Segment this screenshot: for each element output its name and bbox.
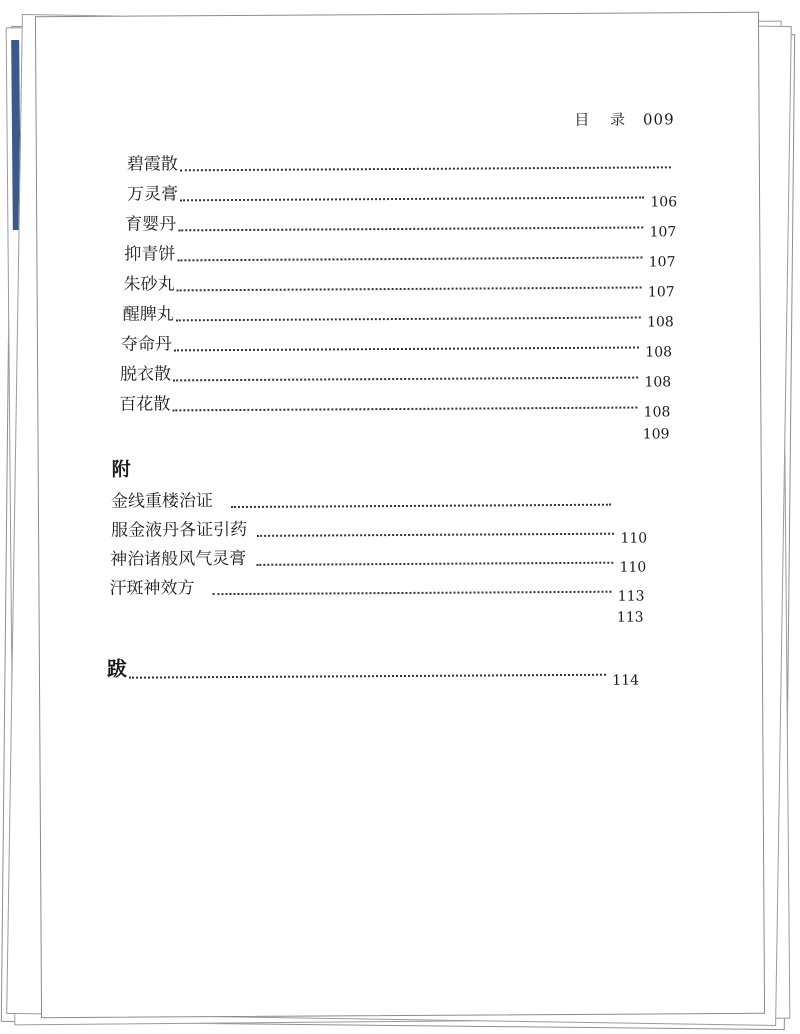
toc-entry[interactable]: [124, 236, 676, 271]
leader-dots: [180, 197, 644, 202]
toc-entry[interactable]: [122, 296, 674, 331]
toc-entry[interactable]: [110, 541, 647, 576]
toc-entry-title: 醒脾丸: [122, 304, 174, 325]
toc-entry[interactable]: [126, 176, 678, 211]
leader-dots: [172, 407, 637, 412]
page-header: [574, 108, 674, 130]
toc-entry-title: 育婴丹: [125, 214, 177, 235]
leader-dots: [256, 562, 613, 566]
toc-entry-page: 109: [642, 426, 670, 443]
toc-entry[interactable]: [109, 571, 645, 605]
toc-entry[interactable]: [111, 512, 648, 547]
toc-entry-page: 113: [616, 609, 644, 626]
postscript-heading: 跋: [106, 656, 128, 681]
appendix-heading: 附: [111, 458, 131, 481]
toc-entry-title: 神治诸般风气灵膏: [110, 548, 247, 570]
toc-entry[interactable]: [125, 206, 677, 241]
toc-entry[interactable]: [119, 386, 671, 421]
toc-entry-title: 夺命丹: [120, 334, 173, 355]
toc-entry-page: 106: [650, 194, 678, 211]
toc-entry-title: 万灵膏: [126, 184, 179, 205]
toc-entry-page: 110: [620, 530, 648, 547]
leader-dots: [176, 317, 641, 322]
toc-entry-page: 108: [643, 404, 671, 421]
leader-dots: [174, 347, 639, 352]
toc-entry-page: 108: [644, 374, 672, 391]
toc-entry-page: 110: [619, 559, 647, 576]
toc-entry-page: 114: [612, 672, 640, 689]
toc-entry[interactable]: [127, 146, 677, 174]
toc-entry-page: 107: [648, 254, 676, 271]
leader-dots: [257, 533, 614, 537]
toc-entry-title: 金线重楼治证: [110, 491, 213, 512]
toc-entry-title: 汗斑神效方: [109, 578, 195, 599]
toc-entry-title: 百花散: [119, 394, 171, 415]
toc-entry[interactable]: [118, 416, 670, 443]
leader-dots: [231, 504, 611, 508]
toc-entry-title: 朱砂丸: [123, 274, 175, 295]
header-label: 目 录: [574, 110, 634, 129]
toc-entry-page: 107: [647, 284, 675, 301]
leader-dots: [129, 674, 606, 679]
toc-entry-title: 脱衣散: [120, 364, 172, 385]
leader-dots: [212, 591, 611, 595]
toc-entry-page: 107: [649, 224, 677, 241]
toc-entry-title: 服金液丹各证引药: [111, 519, 248, 541]
toc-entry[interactable]: [110, 600, 644, 626]
toc-entry-title: 抑青饼: [124, 244, 176, 265]
toc-page: [35, 12, 765, 1018]
toc-entry[interactable]: [120, 356, 672, 391]
leader-dots: [178, 227, 643, 232]
toc-entry-page: 108: [645, 344, 673, 361]
toc-entry-postscript[interactable]: [106, 650, 640, 689]
leader-dots: [180, 166, 671, 171]
leader-dots: [173, 377, 638, 382]
toc-entry[interactable]: [111, 484, 617, 512]
leader-dots: [177, 287, 642, 292]
toc-entry[interactable]: [120, 326, 673, 361]
header-page-number: 009: [642, 110, 675, 129]
toc-entry-page: 113: [617, 588, 645, 605]
toc-entry[interactable]: [123, 266, 675, 301]
leader-dots: [177, 257, 642, 262]
toc-entry-title: 碧霞散: [126, 154, 178, 175]
toc-entry-page: 108: [647, 314, 674, 331]
